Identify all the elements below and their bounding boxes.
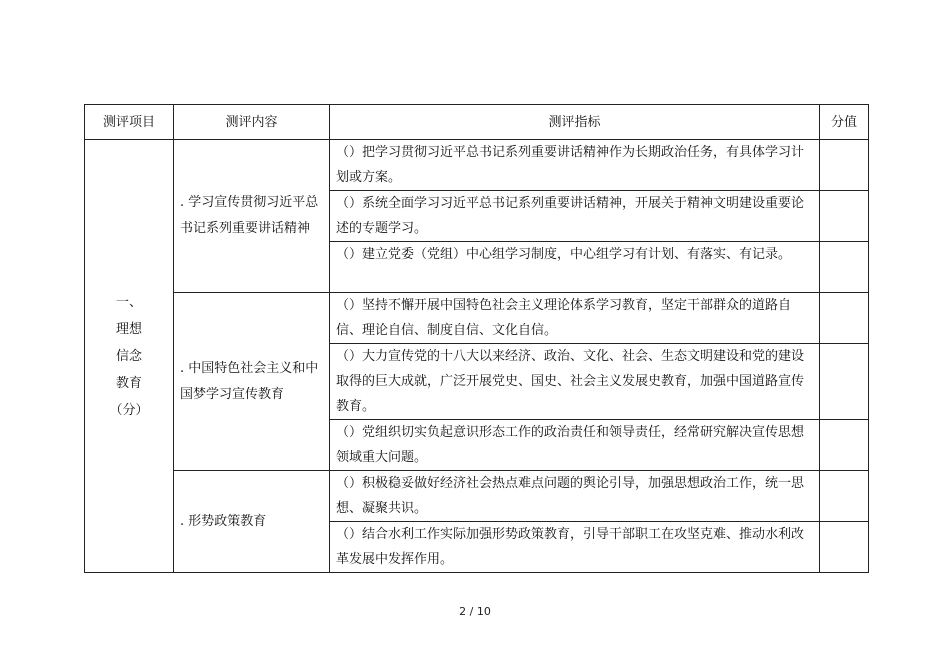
score-cell[interactable] — [820, 522, 869, 573]
score-cell[interactable] — [820, 420, 869, 471]
category-cell — [85, 140, 174, 573]
score-cell[interactable] — [820, 191, 869, 242]
category-line: （分） — [109, 402, 149, 418]
content-cell: . 学习宣传贯彻习近平总书记系列重要讲话精神 — [174, 140, 330, 293]
table-row — [85, 140, 869, 191]
category-line: 教育 — [115, 375, 142, 391]
indicator-cell: （）把学习贯彻习近平总书记系列重要讲话精神作为长期政治任务，有具体学习计划或方案。 — [330, 140, 820, 191]
category-line: 理想 — [115, 321, 142, 337]
score-cell[interactable] — [820, 471, 869, 522]
indicator-cell: （）党组织切实负起意识形态工作的政治责任和领导责任，经常研究解决宣传思想领域重大问题。 — [330, 420, 820, 471]
header-row — [85, 105, 869, 140]
score-cell[interactable] — [820, 140, 869, 191]
header-indicator: 测评指标 — [330, 105, 820, 140]
indicator-cell: （）建立党委（党组）中心组学习制度，中心组学习有计划、有落实、有记录。 — [330, 242, 820, 293]
category-line: 信念 — [115, 348, 142, 364]
indicator-cell: （）大力宣传党的十八大以来经济、政治、文化、社会、生态文明建设和党的建设取得的巨大成就，广泛开展党史、国史、社会主义发展史教育，加强中国道路宣传教育。 — [330, 344, 820, 420]
evaluation-table — [84, 104, 869, 573]
score-cell[interactable] — [820, 242, 869, 293]
page-number: 2 / 10 — [459, 605, 491, 618]
content-cell: . 中国特色社会主义和中国梦学习宣传教育 — [174, 293, 330, 471]
score-cell[interactable] — [820, 344, 869, 420]
indicator-cell: （）系统全面学习习近平总书记系列重要讲话精神，开展关于精神文明建设重要论述的专题学习。 — [330, 191, 820, 242]
header-item: 测评项目 — [85, 105, 174, 140]
indicator-cell: （）坚持不懈开展中国特色社会主义理论体系学习教育，坚定干部群众的道路自信、理论自信、制度自信、文化自信。 — [330, 293, 820, 344]
table-row — [85, 293, 869, 344]
header-score: 分值 — [820, 105, 869, 140]
table-row — [85, 471, 869, 522]
indicator-cell: （）积极稳妥做好经济社会热点难点问题的舆论引导，加强思想政治工作，统一思想、凝聚共识。 — [330, 471, 820, 522]
category-line: 一、 — [115, 294, 142, 310]
indicator-cell: （）结合水利工作实际加强形势政策教育，引导干部职工在攻坚克难、推动水利改革发展中发挥作用。 — [330, 522, 820, 573]
score-cell[interactable] — [820, 293, 869, 344]
header-content: 测评内容 — [174, 105, 330, 140]
content-cell: . 形势政策教育 — [174, 471, 330, 573]
